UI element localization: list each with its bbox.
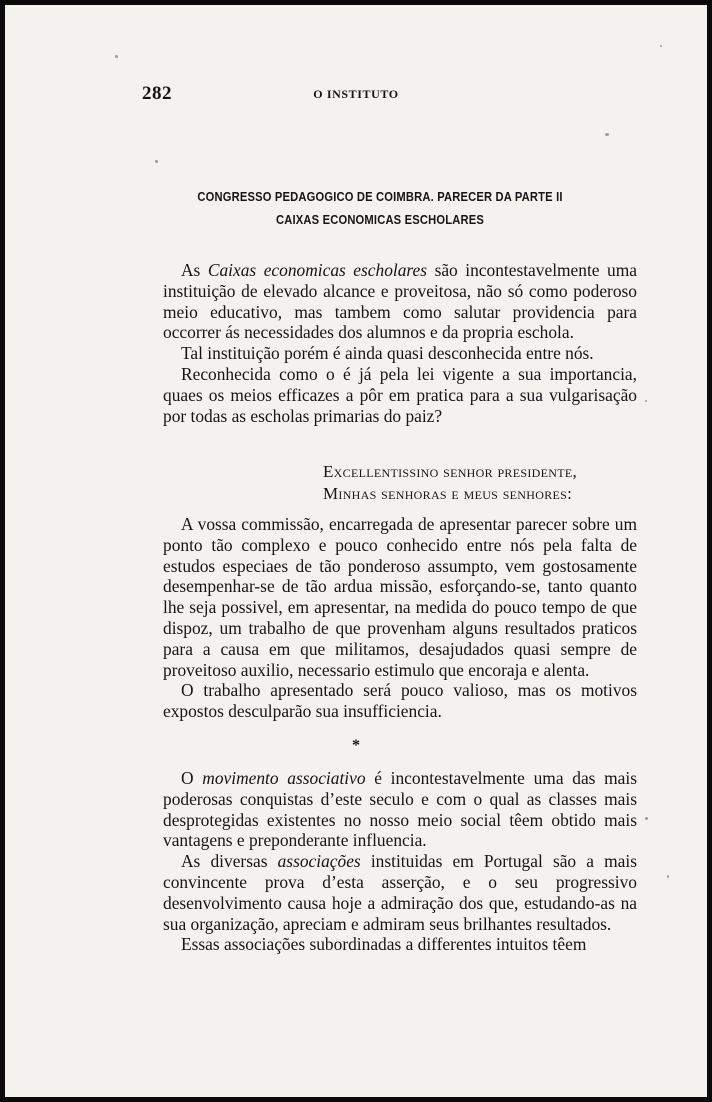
page-header (5, 83, 707, 107)
paper-speck (667, 875, 669, 878)
intro-text (163, 260, 637, 426)
intro-paragraph-2: Tal instituição porém é ainda quasi desconhecida entre nós. (181, 343, 594, 364)
paper-speck (645, 817, 648, 820)
salutation-line-1: Excellentissino senhor presidente, (323, 462, 577, 481)
paper-speck (645, 400, 647, 402)
section-heading-line2: CAIXAS ECONOMICAS ESCHOLARES (276, 212, 484, 227)
italic-phrase: associações (277, 851, 361, 872)
italic-phrase: Caixas economicas escholares (207, 260, 428, 280)
paper-speck (155, 160, 158, 163)
paper-speck (115, 55, 118, 58)
section-heading-line1: CONGRESSO PEDAGOGICO DE COIMBRA. PARECER DA PARTE II (197, 189, 563, 204)
intro-paragraph-3: Reconhecida como o é já pela lei vigente a sua importancia, quaes os meios efficazes a pôr em pratica para a sua vulgarisação por todas as escholas primarias do paiz? (163, 363, 637, 426)
section-separator: * (352, 737, 360, 754)
salutation-line-2: Minhas senhoras e meus senhores: (323, 484, 573, 503)
movement-paragraph-1: O movimento associativo é incontestavelmente uma das mais poderosas conquistas d’este seculo e com o qual as classes mais desprotegidas existentes no nosso meio social têem obtido mais vantagens e preponderante influencia. (163, 768, 637, 851)
paper-speck (605, 133, 609, 136)
commission-text (163, 514, 637, 722)
running-title: O INSTITUTO (313, 87, 399, 101)
commission-paragraph-2: O trabalho apresentado será pouco valioso, mas os motivos expostos desculparão sua insufficiencia. (163, 680, 637, 722)
italic-phrase: movimento associativo (202, 768, 366, 788)
movement-paragraph-2: As diversas associações instituidas em Portugal são a mais convincente prova d’esta asserção, e o seu progressivo desenvolvimento causa hoje a admiração dos que, estudando-as na sua organização, apreciam e admiram seus brilhantes resultados. (163, 851, 637, 934)
salutation (323, 461, 623, 505)
commission-paragraph-1: A vossa commissão, encarregada de apresentar parecer sobre um ponto tão complexo e pouco conhecido entre nós pela falta de estudos especiaes de tão ponderoso assumpto, vem gostosamente desempenhar-se de tão ardua missão, esforçando-se, tanto quanto lhe seja possivel, em apresentar, na medida do pouco tempo de que dispoz, um trabalho de que provenham alguns resultados praticos para a causa em que militamos, desajudados quasi sempre de proveitoso auxilio, necessario estimulo que encoraja e alenta. (163, 514, 637, 680)
paper-speck (660, 45, 662, 47)
page-number: 282 (142, 83, 172, 104)
movement-text (163, 768, 637, 955)
book-page (5, 5, 707, 1097)
movement-paragraph-3: Essas associações subordinadas a differentes intuitos têem (181, 934, 587, 955)
intro-paragraph-1: As Caixas economicas escholares são incontestavelmente uma instituição de elevado alcance e proveitosa, não só como poderoso meio educativo, mas tambem como salutar providencia para occorrer ás necessidades dos alumnos e da propria eschola. (163, 260, 637, 343)
